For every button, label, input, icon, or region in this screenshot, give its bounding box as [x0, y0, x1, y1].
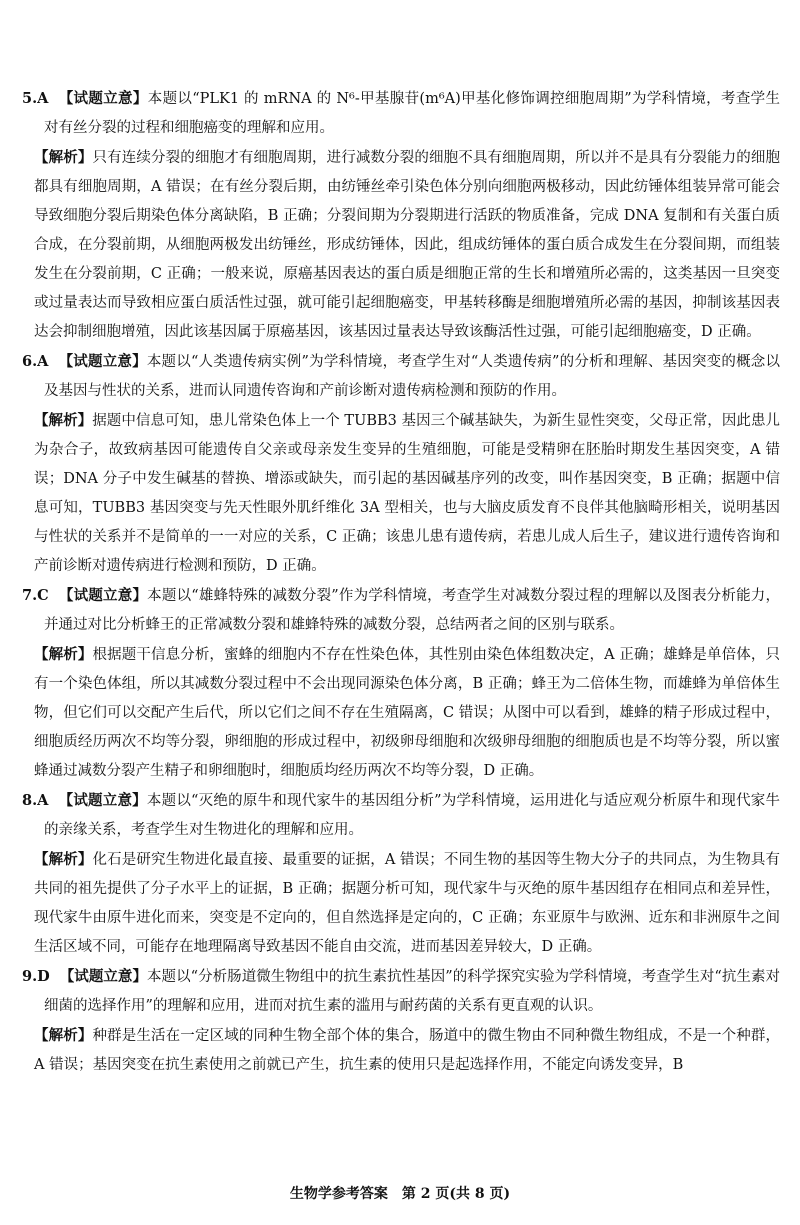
question-number: 6.A [22, 353, 49, 370]
analysis-label: 【解析】 [34, 412, 93, 429]
stem-text: 本题以“分析肠道微生物组中的抗生素抗性基因”的科学探究实验为学科情境，考查学生对“抗生素对细菌的选择作用”的理解和应用，进而对抗生素的滥用与耐药菌的关系有更直观的认识。 [44, 969, 780, 1014]
question-number: 9.D [22, 968, 50, 985]
analysis-text: 根据题干信息分析，蜜蜂的细胞内不存在性染色体，其性别由染色体组数决定，A 正确；雄蜂是单倍体，只有一个染色体组，所以其减数分裂过程中不会出现同源染色体分离，B 正确；蜂王为二倍体生物，而雄蜂为单倍体生物，但它们可以交配产生后代，所以它们之间不存在生殖隔离，C 错误；从图中可以看到，雄蜂的精子形成过程中，细胞质经历两次不均等分裂，卵细胞的形成过程中，初级卵母细胞和次级卵母细胞的细胞质也是不均等分裂，所以蜜蜂通过减数分裂产生精子和卵细胞时，细胞质均经历两次不均等分裂，D 正确。 [34, 647, 781, 779]
stem-text: 本题以“人类遗传病实例”为学科情境，考查学生对“人类遗传病”的分析和理解、基因突变的概念以及基因与性状的关系，进而认同遗传咨询和产前诊断对遗传病检测和预防的作用。 [44, 354, 780, 399]
question-9 [22, 962, 780, 1080]
stem-label: 【试题立意】 [59, 968, 147, 985]
stem-text: 本题以“雄蜂特殊的减数分裂”作为学科情境，考查学生对减数分裂过程的理解以及图表分析能力，并通过对比分析蜂王的正常减数分裂和雄蜂特殊的减数分裂，总结两者之间的区别与联系。 [44, 588, 780, 633]
question-analysis [22, 845, 780, 962]
page-footer: 生物学参考答案 第 2 页(共 8 页) [289, 1186, 511, 1202]
analysis-text: 据题中信息可知，患儿常染色体上一个 TUBB3 基因三个碱基缺失，为新生显性突变，父母正常，因此患儿为杂合子，故致病基因可能遗传自父亲或母亲发生变异的生殖细胞，可能是受精卵在胚胎时期发生基因突变，A 错误；DNA 分子中发生碱基的替换、增添或缺失，而引起的基因碱基序列的改变，叫作基因突变，B 正确；据题中信息可知，TUBB3 基因突变与先天性眼外肌纤维化 3A 型相关，也与大脑皮质发育不良伴其他脑畸形相关，说明基因与性状的关系并不是简单的一一对应的关系，C 正确；该患儿患有遗传病，若患儿成人后生子，建议进行遗传咨询和产前诊断对遗传病进行检测和预防，D 正确。 [34, 413, 780, 574]
stem-text: 本题以“PLK1 的 mRNA 的 N⁶-甲基腺苷(m⁶A)甲基化修饰调控细胞周期”为学科情境，考查学生对有丝分裂的过程和细胞癌变的理解和应用。 [44, 91, 781, 136]
question-stem [22, 581, 780, 640]
question-number: 7.C [22, 587, 49, 604]
question-6 [22, 347, 780, 581]
analysis-label: 【解析】 [34, 851, 93, 868]
question-analysis [22, 143, 780, 347]
question-stem [22, 84, 780, 143]
analysis-label: 【解析】 [34, 646, 93, 663]
question-analysis [22, 406, 780, 581]
analysis-label: 【解析】 [34, 1027, 93, 1044]
question-analysis [22, 640, 780, 786]
question-analysis [22, 1021, 780, 1080]
question-stem [22, 786, 780, 845]
question-7 [22, 581, 780, 786]
question-stem [22, 962, 780, 1021]
analysis-text: 化石是研究生物进化最直接、最重要的证据，A 错误；不同生物的基因等生物大分子的共同点，为生物具有共同的祖先提供了分子水平上的证据，B 正确；据题分析可知，现代家牛与灭绝的原牛基因组存在相同点和差异性，现代家牛由原牛进化而来，突变是不定向的，但自然选择是定向的，C 正确；东亚原牛与欧洲、近东和非洲原牛之间生活区域不同，可能存在地理隔离导致基因不能自由交流，进而基因差异较大，D 正确。 [34, 852, 781, 955]
analysis-text: 种群是生活在一定区域的同种生物全部个体的集合，肠道中的微生物由不同种微生物组成，不是一个种群，A 错误；基因突变在抗生素使用之前就已产生，抗生素的使用只是起选择作用，不能定向诱发变异，B [34, 1028, 781, 1073]
analysis-label: 【解析】 [34, 149, 93, 166]
question-5 [22, 84, 780, 347]
analysis-text: 只有连续分裂的细胞才有细胞周期，进行减数分裂的细胞不具有细胞周期，所以并不是具有分裂能力的细胞都具有细胞周期，A 错误；在有丝分裂后期，由纺锤丝牵引染色体分别向细胞两极移动，因此纺锤体组装异常可能会导致细胞分裂后期染色体分离缺陷，B 正确；分裂间期为分裂期进行活跃的物质准备，完成 DNA 复制和有关蛋白质合成，在分裂前期，从细胞两极发出纺锤丝，形成纺锤体，因此，组成纺锤体的蛋白质合成发生在分裂间期，而组装发生在分裂前期，C 正确；一般来说，原癌基因表达的蛋白质是细胞正常的生长和增殖所必需的，这类基因一旦突变或过量表达而导致相应蛋白质活性过强，就可能引起细胞癌变，甲基转移酶是细胞增殖所必需的基因，抑制该基因表达会抑制细胞增殖，因此该基因属于原癌基因，该基因过量表达导致该酶活性过强，可能引起细胞癌变，D 正确。 [34, 150, 781, 340]
stem-label: 【试题立意】 [58, 353, 147, 370]
question-number: 5.A [22, 90, 49, 107]
question-number: 8.A [22, 792, 49, 809]
stem-text: 本题以“灭绝的原牛和现代家牛的基因组分析”为学科情境，运用进化与适应观分析原牛和现代家牛的亲缘关系，考查学生对生物进化的理解和应用。 [44, 793, 780, 838]
question-stem [22, 347, 780, 406]
stem-label: 【试题立意】 [58, 792, 147, 809]
stem-label: 【试题立意】 [58, 90, 148, 107]
stem-label: 【试题立意】 [58, 587, 148, 604]
question-8 [22, 786, 780, 962]
